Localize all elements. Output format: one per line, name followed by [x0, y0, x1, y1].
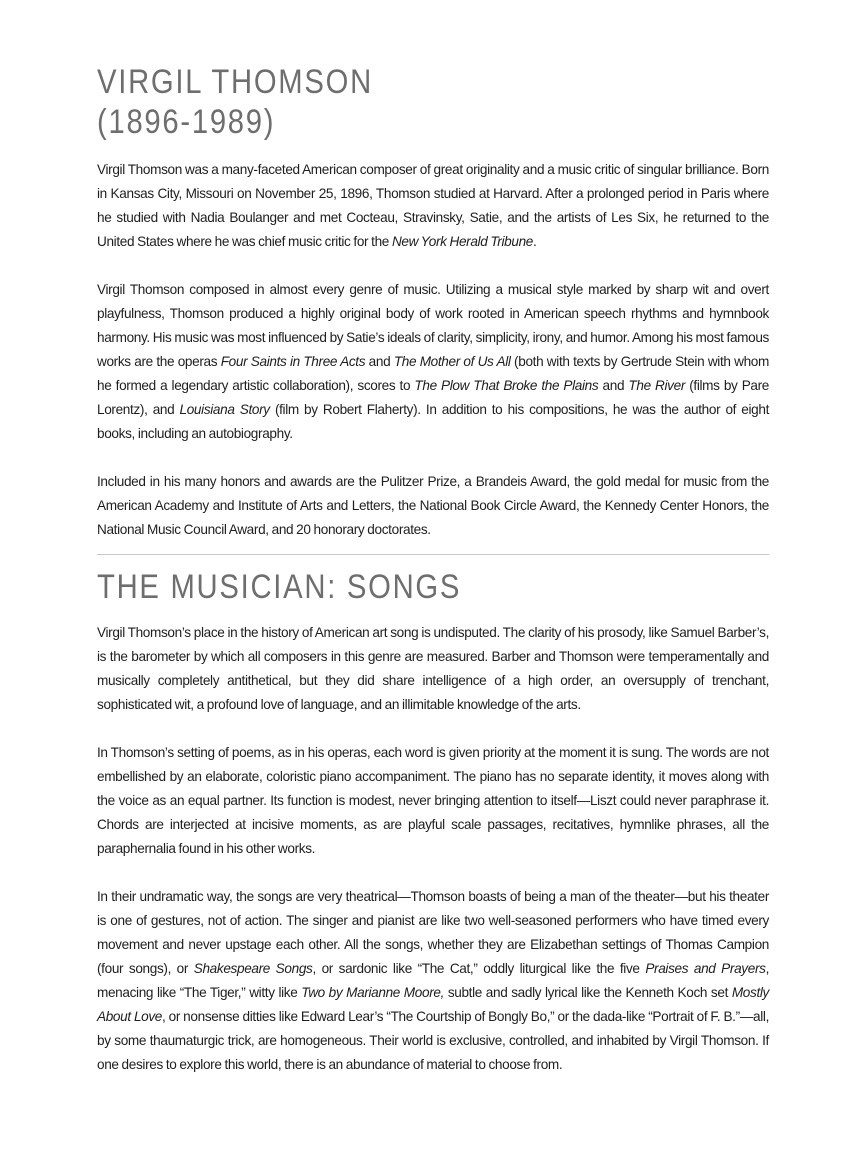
italic-title: Four Saints in Three Acts: [220, 354, 366, 369]
text-run: Virgil Thomson composed in almost every genre of music. Utilizing a musical style marked by sharp wit and overt playfulness, Thomson produced a highly original body of work rooted in American speech rhythms and hymnbook harmony. His music was most influenced by Satie’s ideals of clarity, simplicity, irony, and humor. Among his most famous works are the operas: [97, 282, 769, 369]
page-title-name: VIRGIL THOMSON: [97, 63, 373, 101]
italic-title: The River: [628, 378, 685, 393]
text-run: and: [598, 378, 629, 393]
page-title: [97, 62, 675, 142]
songs-paragraph-1: [97, 621, 769, 717]
text-run: Virgil Thomson’s place in the history of American art song is undisputed. The clarity of his prosody, like Samuel Barber’s, is the barometer by which all composers in this genre are measured. Barber and Thomson were temperamentally and musically completely antithetical, but they did share intelligence of a high order, an oversupply of trenchant, sophisticated wit, a profound love of language, and an illimitable knowledge of the arts.: [97, 625, 769, 712]
italic-title: Two by Marianne Moore,: [301, 985, 445, 1000]
italic-title: Louisiana Story: [179, 402, 270, 417]
page-title-dates: (1896-1989): [97, 103, 276, 141]
italic-title: The Plow That Broke the Plains: [414, 378, 599, 393]
songs-section: [97, 621, 769, 1077]
text-run: In their undramatic way, the songs are very theatrical—Thomson boasts of being a man of the theater—but his theater is one of gestures, not of action. The singer and pianist are like two well-seasoned performers who have timed every movement and never upstage each other. All the songs, whether they are Elizabethan settings of Thomas Campion (four songs), or: [97, 889, 769, 976]
section-heading: THE MUSICIAN: SONGS: [97, 568, 462, 606]
text-run: Included in his many honors and awards are the Pulitzer Prize, a Brandeis Award, the gold medal for music from the American Academy and Institute of Arts and Letters, the National Book Circle Award, the Kennedy Center Honors, the National Music Council Award, and 20 honorary doctorates.: [97, 474, 769, 537]
text-run: subtle and sadly lyrical like the Kenneth Koch set: [444, 985, 732, 1000]
biography-section: [97, 158, 769, 542]
text-run: Virgil Thomson was a many-faceted American composer of great originality and a music critic of singular brilliance. Born in Kansas City, Missouri on November 25, 1896, Thomson studied at Harvard. After a prolonged period in Paris where he studied with Nadia Boulanger and met Cocteau, Stravinsky, Satie, and the artists of Les Six, he returned to the United States where he was chief music critic for the: [97, 162, 769, 249]
text-run: .: [533, 234, 537, 249]
songs-paragraph-2: [97, 741, 769, 861]
document-page: [97, 62, 769, 1101]
italic-title: The Mother of Us All: [393, 354, 511, 369]
text-run: (films by Pare Lorentz), and: [97, 378, 770, 417]
bio-paragraph-2: [97, 278, 769, 446]
bio-paragraph-1: [97, 158, 769, 254]
text-run: , or sardonic like “The Cat,” oddly liturgical like the five: [312, 961, 646, 976]
italic-title: Praises and Prayers: [645, 961, 766, 976]
section-divider: [97, 554, 769, 555]
text-run: (both with texts by Gertrude Stein with whom he formed a legendary artistic collaboration), scores to: [97, 354, 769, 393]
italic-title: Shakespeare Songs: [193, 961, 313, 976]
text-run: (film by Robert Flaherty). In addition to his compositions, he was the author of eight books, including an autobiography.: [97, 402, 770, 441]
text-run: and: [365, 354, 394, 369]
songs-heading-block: [97, 567, 769, 613]
title-block: [97, 62, 769, 156]
text-run: , or nonsense ditties like Edward Lear’s “The Courtship of Bongly Bo,” or the dada-like “Portrait of F. B.”—all, by some thaumaturgic trick, are homogeneous. Their world is exclusive, controlled, and inhabited by Virgil Thomson. If one desires to explore this world, there is an abundance of material to choose from.: [97, 1009, 770, 1072]
italic-title: Mostly About Love: [97, 985, 769, 1024]
italic-title: New York Herald Tribune: [391, 234, 533, 249]
text-run: In Thomson’s setting of poems, as in his operas, each word is given priority at the moment it is sung. The words are not embellished by an elaborate, coloristic piano accompaniment. The piano has no separate identity, it moves along with the voice as an equal partner. Its function is modest, never bringing attention to itself—Liszt could never paraphrase it. Chords are interjected at incisive moments, as are playful scale passages, recitatives, hymnlike phrases, all the paraphernalia found in his other works.: [97, 745, 769, 856]
text-run: , menacing like “The Tiger,” witty like: [97, 961, 769, 1000]
songs-paragraph-3: [97, 885, 769, 1077]
bio-paragraph-3: [97, 470, 769, 542]
